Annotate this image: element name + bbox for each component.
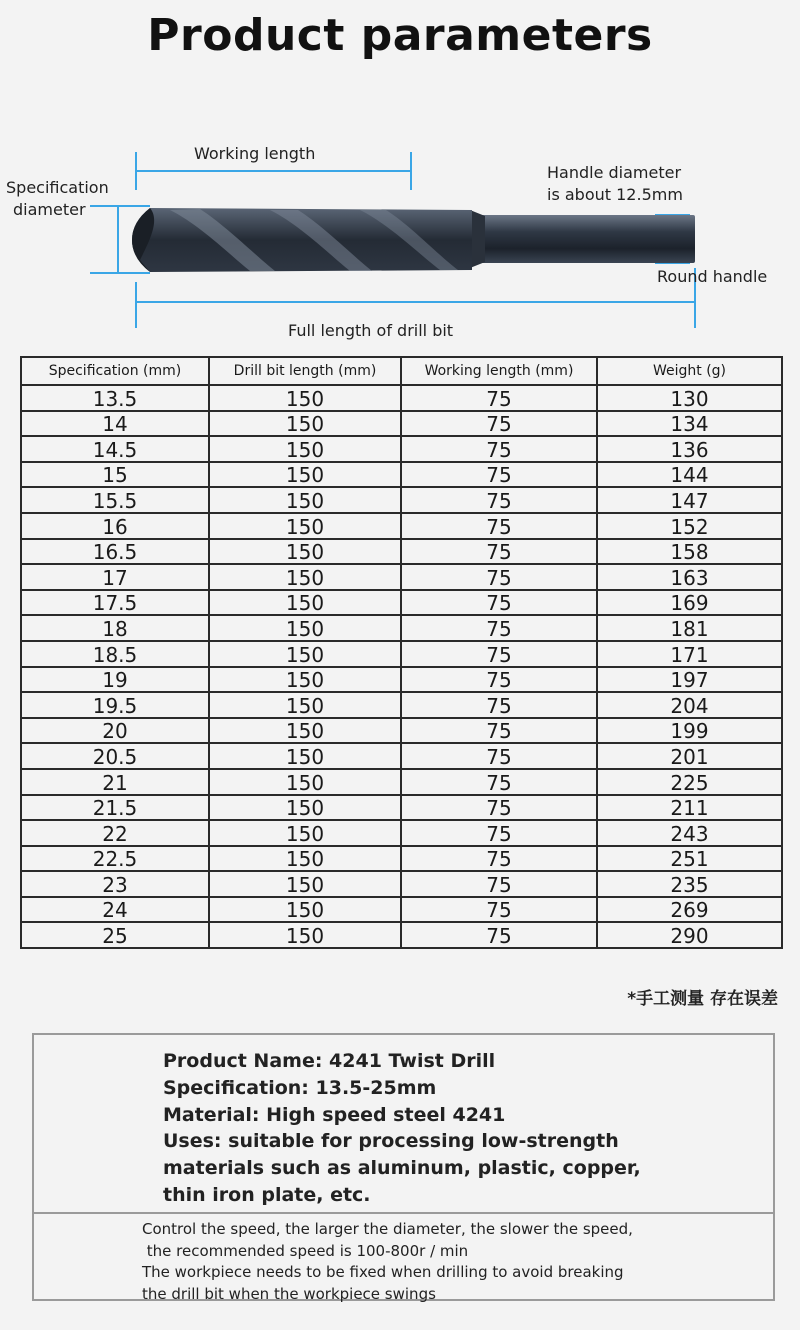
full-length-label: Full length of drill bit (288, 321, 454, 340)
cell-working-length: 75 (401, 743, 597, 769)
cell-working-length: 75 (401, 564, 597, 590)
usage-tips (142, 1219, 633, 1305)
header-drill-bit-length: Drill bit length (mm) (209, 357, 401, 385)
cell-weight: 130 (597, 385, 782, 411)
table-row (21, 641, 782, 667)
table-row (21, 743, 782, 769)
cell-drill-bit-length: 150 (209, 820, 401, 846)
cell-drill-bit-length: 150 (209, 615, 401, 641)
cell-drill-bit-length: 150 (209, 487, 401, 513)
table-row (21, 795, 782, 821)
product-info-lines (163, 1048, 641, 1209)
cell-working-length: 75 (401, 615, 597, 641)
handle-diameter-label-line2: is about 12.5mm (547, 185, 683, 204)
full-length-dimension (136, 268, 695, 328)
cell-drill-bit-length: 150 (209, 539, 401, 565)
cell-drill-bit-length: 150 (209, 871, 401, 897)
table-row (21, 590, 782, 616)
table-row (21, 692, 782, 718)
page-title: Product parameters (147, 10, 653, 61)
cell-drill-bit-length: 150 (209, 718, 401, 744)
cell-specification: 20 (21, 718, 209, 744)
cell-working-length: 75 (401, 436, 597, 462)
spec-table-container (20, 356, 781, 949)
cell-weight: 197 (597, 667, 782, 693)
cell-drill-bit-length: 150 (209, 897, 401, 923)
product-info-line: Specification: 13.5-25mm (163, 1076, 437, 1099)
cell-weight: 269 (597, 897, 782, 923)
usage-tip-line: Control the speed, the larger the diameter, the slower the speed, (142, 1220, 633, 1238)
round-handle-label: Round handle (657, 267, 768, 286)
cell-drill-bit-length: 150 (209, 795, 401, 821)
usage-tip-line: the recommended speed is 100-800r / min (142, 1241, 469, 1260)
cell-drill-bit-length: 150 (209, 411, 401, 437)
table-row (21, 385, 782, 411)
cell-drill-bit-length: 150 (209, 436, 401, 462)
cell-specification: 13.5 (21, 385, 209, 411)
cell-specification: 17 (21, 564, 209, 590)
table-row (21, 897, 782, 923)
cell-working-length: 75 (401, 692, 597, 718)
cell-drill-bit-length: 150 (209, 769, 401, 795)
table-row (21, 615, 782, 641)
spec-diameter-label-line1: Specification (6, 178, 109, 197)
table-body (21, 385, 782, 948)
table-row (21, 487, 782, 513)
cell-weight: 290 (597, 922, 782, 948)
cell-drill-bit-length: 150 (209, 513, 401, 539)
cell-drill-bit-length: 150 (209, 462, 401, 488)
cell-specification: 23 (21, 871, 209, 897)
cell-weight: 181 (597, 615, 782, 641)
cell-working-length: 75 (401, 462, 597, 488)
cell-weight: 243 (597, 820, 782, 846)
cell-specification: 19.5 (21, 692, 209, 718)
product-info-line: materials such as aluminum, plastic, copper, (163, 1157, 641, 1180)
cell-drill-bit-length: 150 (209, 922, 401, 948)
table-row (21, 820, 782, 846)
usage-tip-line: the drill bit when the workpiece swings (142, 1284, 436, 1303)
cell-specification: 18 (21, 615, 209, 641)
cell-weight: 144 (597, 462, 782, 488)
usage-tip-line: The workpiece needs to be fixed when drilling to avoid breaking (142, 1263, 624, 1281)
cell-working-length: 75 (401, 820, 597, 846)
cell-working-length: 75 (401, 667, 597, 693)
cell-weight: 152 (597, 513, 782, 539)
cell-weight: 225 (597, 769, 782, 795)
cell-weight: 169 (597, 590, 782, 616)
cell-specification: 25 (21, 922, 209, 948)
cell-weight: 134 (597, 411, 782, 437)
cell-drill-bit-length: 150 (209, 385, 401, 411)
cell-specification: 14 (21, 411, 209, 437)
table-header-row (21, 357, 782, 385)
cell-weight: 171 (597, 641, 782, 667)
cell-specification: 20.5 (21, 743, 209, 769)
cell-working-length: 75 (401, 411, 597, 437)
table-row (21, 564, 782, 590)
product-info-box (32, 1033, 775, 1301)
table-row (21, 718, 782, 744)
cell-specification: 15.5 (21, 487, 209, 513)
header-specification: Specification (mm) (21, 357, 209, 385)
product-info-line: thin iron plate, etc. (163, 1183, 371, 1206)
table-row (21, 846, 782, 872)
cell-weight: 136 (597, 436, 782, 462)
table-row (21, 539, 782, 565)
table-row (21, 769, 782, 795)
cell-weight: 163 (597, 564, 782, 590)
cell-drill-bit-length: 150 (209, 641, 401, 667)
cell-weight: 211 (597, 795, 782, 821)
cell-working-length: 75 (401, 769, 597, 795)
cell-weight: 147 (597, 487, 782, 513)
spec-diameter-label-line2: diameter (13, 200, 86, 219)
product-info-line: Uses: suitable for processing low-strength (163, 1130, 619, 1153)
cell-specification: 21.5 (21, 795, 209, 821)
cell-weight: 199 (597, 718, 782, 744)
table-row (21, 667, 782, 693)
cell-working-length: 75 (401, 897, 597, 923)
cell-working-length: 75 (401, 487, 597, 513)
cell-specification: 15 (21, 462, 209, 488)
drill-diagram (0, 130, 800, 350)
cell-drill-bit-length: 150 (209, 743, 401, 769)
cell-working-length: 75 (401, 846, 597, 872)
cell-working-length: 75 (401, 385, 597, 411)
cell-working-length: 75 (401, 641, 597, 667)
cell-specification: 17.5 (21, 590, 209, 616)
cell-drill-bit-length: 150 (209, 564, 401, 590)
cell-specification: 14.5 (21, 436, 209, 462)
cell-specification: 16 (21, 513, 209, 539)
cell-working-length: 75 (401, 513, 597, 539)
header-weight: Weight (g) (597, 357, 782, 385)
table-row (21, 513, 782, 539)
spec-table (20, 356, 783, 949)
cell-specification: 24 (21, 897, 209, 923)
table-row (21, 411, 782, 437)
product-info-line: Material: High speed steel 4241 (163, 1103, 506, 1126)
cell-drill-bit-length: 150 (209, 590, 401, 616)
cell-weight: 235 (597, 871, 782, 897)
cell-working-length: 75 (401, 871, 597, 897)
cell-working-length: 75 (401, 718, 597, 744)
header-working-length: Working length (mm) (401, 357, 597, 385)
cell-drill-bit-length: 150 (209, 667, 401, 693)
cell-working-length: 75 (401, 539, 597, 565)
handle-diameter-label-line1: Handle diameter (547, 163, 682, 182)
cell-weight: 201 (597, 743, 782, 769)
table-row (21, 922, 782, 948)
table-row (21, 462, 782, 488)
cell-specification: 16.5 (21, 539, 209, 565)
table-row (21, 871, 782, 897)
cell-specification: 21 (21, 769, 209, 795)
cell-specification: 22 (21, 820, 209, 846)
drill-bit-shape (132, 208, 695, 272)
cell-weight: 251 (597, 846, 782, 872)
measurement-note: *手工测量 存在误差 (627, 989, 778, 1009)
product-info-section (34, 1035, 773, 1214)
product-info-line: Product Name: 4241 Twist Drill (163, 1050, 496, 1072)
cell-drill-bit-length: 150 (209, 846, 401, 872)
cell-weight: 204 (597, 692, 782, 718)
cell-working-length: 75 (401, 590, 597, 616)
cell-weight: 158 (597, 539, 782, 565)
table-row (21, 436, 782, 462)
cell-working-length: 75 (401, 795, 597, 821)
cell-specification: 19 (21, 667, 209, 693)
working-length-label: Working length (194, 144, 316, 163)
cell-specification: 18.5 (21, 641, 209, 667)
cell-drill-bit-length: 150 (209, 692, 401, 718)
cell-working-length: 75 (401, 922, 597, 948)
cell-specification: 22.5 (21, 846, 209, 872)
